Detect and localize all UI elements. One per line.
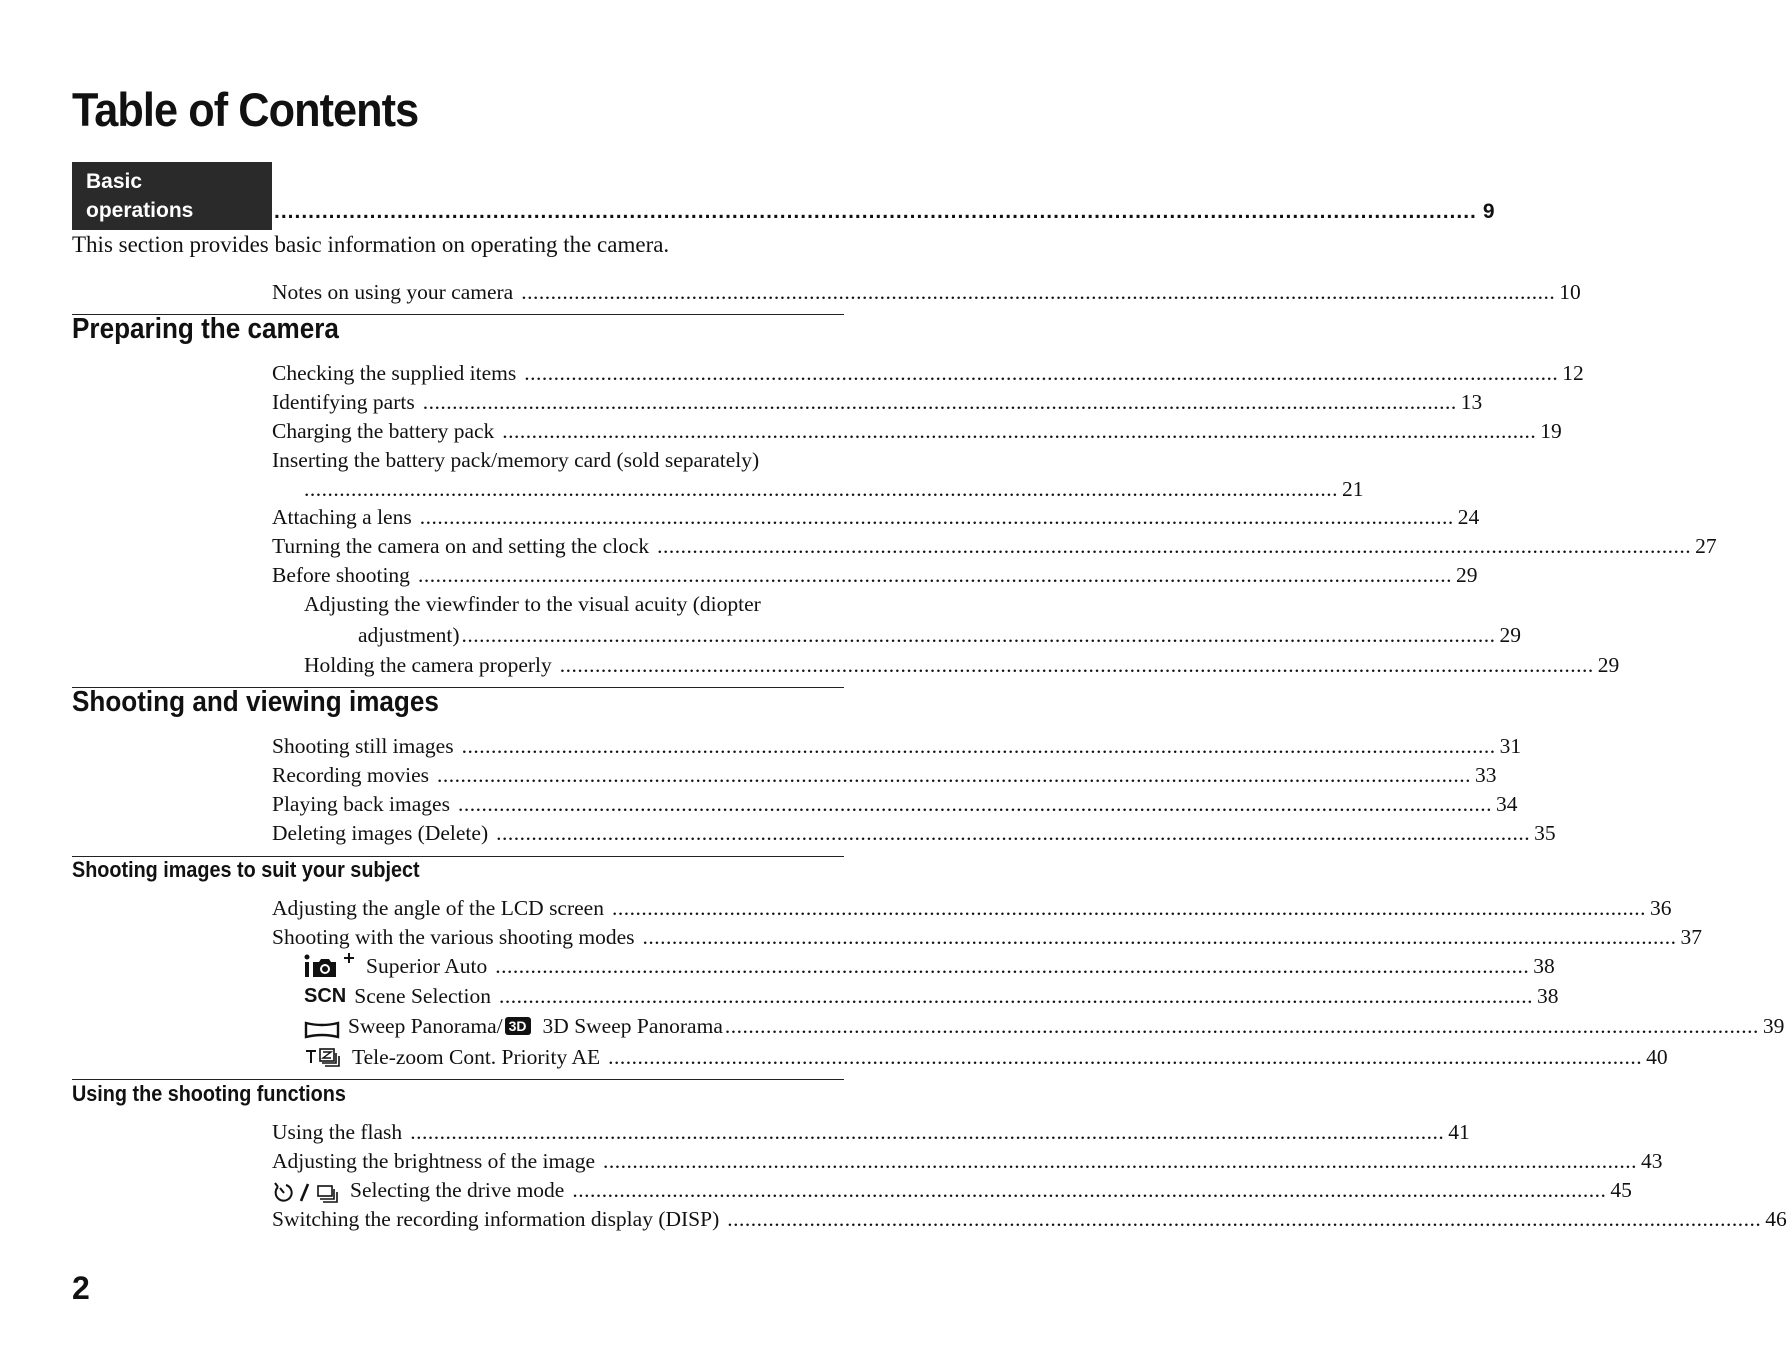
sweep-panorama-icon (304, 1020, 340, 1040)
leader-dots: ................................................................................................................................................................................ (304, 477, 1338, 501)
leader-dots: ................................................................................................................................................................................ (603, 1149, 1638, 1173)
entry-page: 34 (1495, 792, 1518, 816)
leader-dots: ................................................................................................................................................................................ (461, 734, 1496, 758)
entry-page: 43 (1641, 1149, 1663, 1173)
entry-page: 39 (1762, 1014, 1785, 1038)
toc-entry[interactable] (272, 417, 1562, 445)
toc-entry[interactable] (272, 503, 1480, 531)
toc-entry-wrapped-label[interactable]: Inserting the battery pack/memory card (sold separately) (272, 448, 760, 472)
toc-entry[interactable] (272, 359, 1584, 387)
toc-entry[interactable] (272, 532, 1717, 560)
entry-label: Charging the battery pack (272, 419, 495, 443)
entry-page: 38 (1536, 984, 1559, 1008)
toc-entry[interactable] (272, 1176, 1632, 1204)
toc-entry[interactable] (272, 1118, 1470, 1146)
drive-mode-icon (272, 1180, 342, 1204)
entry-page: 19 (1540, 419, 1562, 443)
toc-subentry[interactable] (304, 952, 1555, 980)
leader-dots: ................................................................................................................................................................................ (559, 653, 1594, 677)
toc-subentry[interactable] (304, 1012, 1785, 1040)
leader-dots: ................................................................................................................................................................................ (457, 792, 1492, 816)
leader-dots: ................................................................................................................................................................................ (608, 1045, 1643, 1069)
leader-dots: ................................................................................................................................................................................ (422, 390, 1457, 414)
entry-label: Recording movies (272, 763, 430, 787)
leader-dots: ................................................................................................................................................................................ (521, 280, 1556, 304)
entry-label: Superior Auto (366, 954, 488, 978)
leader-dots: ................................................................................................................................................................................ (417, 563, 1452, 587)
entry-label: Before shooting (272, 563, 410, 587)
entry-label: Playing back images (272, 792, 450, 816)
entry-label: Turning the camera on and setting the clock (272, 534, 650, 558)
entry-label: Sweep Panorama/ (348, 1014, 503, 1038)
toc-subentry-wrapped-label[interactable]: Adjusting the viewfinder to the visual acuity (diopter (304, 592, 761, 616)
toc-subentry[interactable] (304, 1043, 1668, 1071)
toc-subentry[interactable] (304, 651, 1620, 679)
leader-dots: ................................................................................................................................................................................ (524, 361, 1559, 385)
leader-dots: ................................................................................................................................................................................ (657, 534, 1692, 558)
toc-entry-continuation[interactable] (304, 475, 1364, 503)
entry-label: Attaching a lens (272, 505, 412, 529)
entry-page: 37 (1680, 925, 1703, 949)
basic-operations-page[interactable]: 9 (1482, 200, 1495, 223)
tab-label-line2: operations (86, 199, 194, 222)
3d-icon: 3D (505, 1017, 531, 1035)
section-heading-subject: Shooting images to suit your subject (72, 857, 420, 882)
toc-entry[interactable] (272, 1147, 1663, 1175)
scene-selection-icon: SCN (304, 985, 347, 1007)
leader-dots: ................................................................................................................................................................................ (724, 1014, 1759, 1038)
leader-dots: ................................................................................................................................................................................ (498, 984, 1533, 1008)
entry-label: Switching the recording information display (DISP) (272, 1207, 720, 1231)
tab-label-line1: Basic (86, 170, 143, 193)
entry-label: Deleting images (Delete) (272, 821, 489, 845)
toc-entry[interactable] (272, 278, 1581, 306)
toc-entry[interactable] (272, 819, 1556, 847)
entry-page: 46 (1765, 1207, 1787, 1231)
leader-dots: ................................................................................................................................................................................ (495, 954, 1530, 978)
entry-page: 35 (1534, 821, 1556, 845)
entry-page: 24 (1457, 505, 1480, 529)
entry-page: 29 (1597, 653, 1620, 677)
toc-entry[interactable] (272, 1205, 1787, 1233)
entry-page: 21 (1342, 477, 1364, 501)
entry-page: 29 (1499, 623, 1522, 647)
leader-dots: ................................................................................................................................................................................ (496, 821, 1531, 845)
leader-dots: ................................................................................................................................................................................ (611, 896, 1646, 920)
entry-page: 38 (1533, 954, 1555, 978)
section-heading-functions: Using the shooting functions (72, 1081, 346, 1106)
section-heading-shooting: Shooting and viewing images (72, 686, 439, 718)
entry-label: Identifying parts (272, 390, 415, 414)
entry-label-2: 3D Sweep Panorama (542, 1014, 723, 1038)
basic-operations-leader (274, 196, 1495, 224)
entry-label: adjustment) (358, 623, 460, 647)
page-number: 2 (72, 1270, 90, 1306)
toc-entry[interactable] (272, 561, 1478, 589)
entry-label: Tele-zoom Cont. Priority AE (352, 1045, 601, 1069)
entry-label: Scene Selection (354, 984, 491, 1008)
entry-label: Adjusting the angle of the LCD screen (272, 896, 604, 920)
entry-page: 45 (1610, 1178, 1632, 1202)
entry-page: 33 (1475, 763, 1497, 787)
toc-subentry-continuation[interactable] (358, 621, 1522, 649)
section-heading-preparing: Preparing the camera (72, 313, 339, 345)
leader-dots: ................................................................................................................................................................................ (502, 419, 1537, 443)
leader-dots: ................................................................................................................................................................................ (437, 763, 1472, 787)
entry-label: Notes on using your camera (272, 280, 514, 304)
toc-entry[interactable] (272, 894, 1672, 922)
leader-dots: ................................................................................................................................................................................ (419, 505, 1454, 529)
entry-page: 41 (1448, 1120, 1470, 1144)
section-description: This section provides basic information on operating the camera. (72, 232, 670, 257)
tele-zoom-icon (304, 1047, 344, 1071)
leader-dots: ................................................................................................................................................................................ (274, 200, 1477, 223)
entry-page: 13 (1460, 390, 1483, 414)
entry-label: Adjusting the brightness of the image (272, 1149, 596, 1173)
leader-dots: ................................................................................................................................................................................ (410, 1120, 1445, 1144)
entry-page: 36 (1649, 896, 1672, 920)
toc-entry[interactable] (272, 923, 1703, 951)
superior-auto-icon (304, 952, 358, 980)
toc-subentry[interactable] (304, 982, 1559, 1010)
entry-page: 12 (1562, 361, 1584, 385)
entry-page: 10 (1559, 280, 1581, 304)
entry-page: 31 (1499, 734, 1522, 758)
entry-page: 40 (1646, 1045, 1668, 1069)
leader-dots: ................................................................................................................................................................................ (461, 623, 1496, 647)
toc-entry[interactable] (272, 790, 1518, 818)
toc-entry[interactable] (272, 732, 1522, 760)
entry-page: 29 (1455, 563, 1478, 587)
entry-label: Selecting the drive mode (350, 1178, 565, 1202)
basic-operations-tab[interactable] (72, 162, 272, 230)
leader-dots: ................................................................................................................................................................................ (572, 1178, 1607, 1202)
page-title: Table of Contents (72, 83, 419, 136)
leader-dots: ................................................................................................................................................................................ (727, 1207, 1762, 1231)
entry-label: Holding the camera properly (304, 653, 552, 677)
section-divider (72, 1079, 844, 1080)
entry-label: Shooting still images (272, 734, 454, 758)
leader-dots: ................................................................................................................................................................................ (642, 925, 1677, 949)
toc-entry[interactable] (272, 388, 1483, 416)
entry-page: 27 (1695, 534, 1717, 558)
toc-entry[interactable] (272, 761, 1497, 789)
entry-label: Shooting with the various shooting modes (272, 925, 635, 949)
entry-label: Using the flash (272, 1120, 403, 1144)
entry-label: Checking the supplied items (272, 361, 517, 385)
